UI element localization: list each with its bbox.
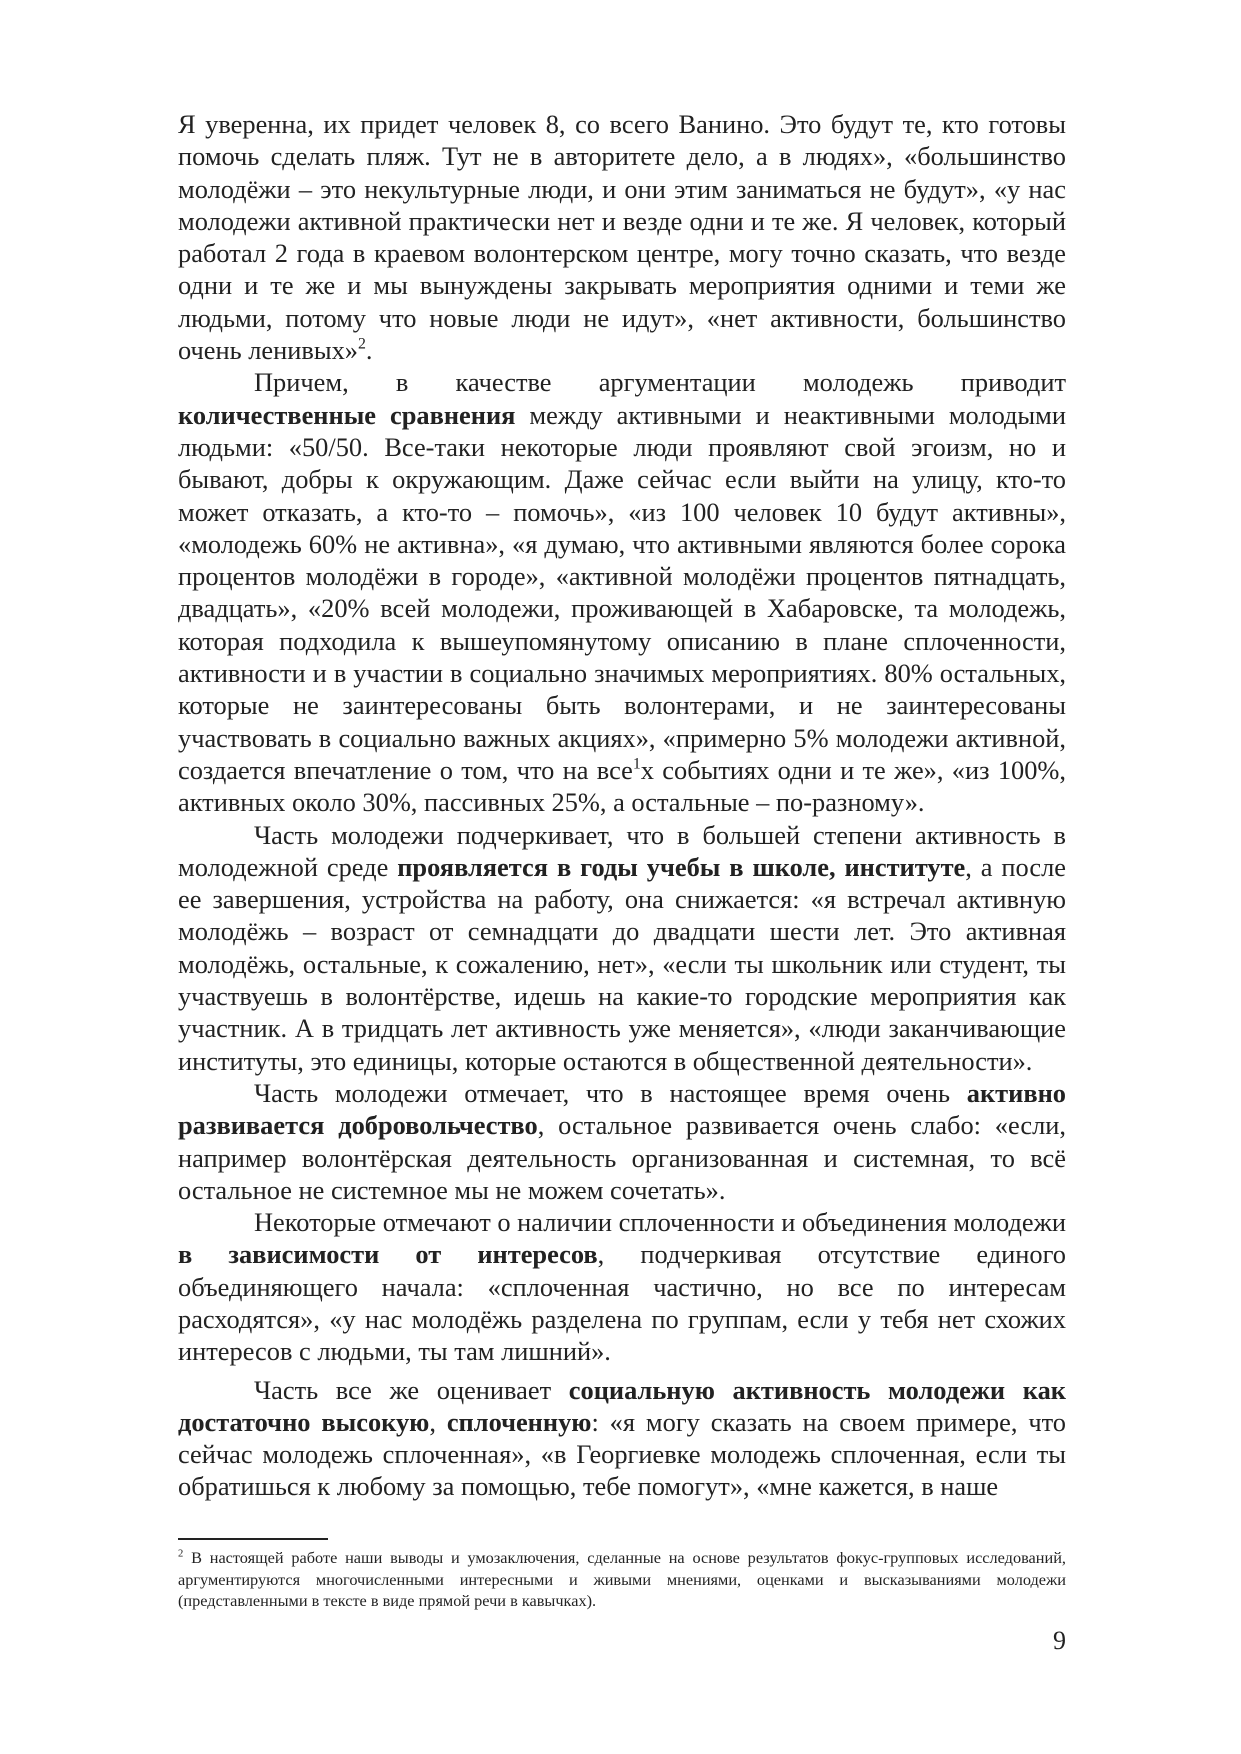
inline-superscript: 1 (632, 755, 641, 773)
paragraph-1 (178, 108, 1066, 366)
bold-phrase: количественные сравнения (178, 399, 516, 430)
bold-phrase: активно развивается добровольчество (178, 1077, 1066, 1141)
bold-phrase: проявляется в годы учебы в школе, институте (397, 851, 966, 882)
footnote-marker: 2 (178, 1548, 184, 1560)
paragraph-2 (178, 366, 1066, 818)
footnote-divider (178, 1538, 328, 1540)
text-segment: . (365, 335, 373, 366)
text-segment: , остальное развивается очень слабо: «если, например волонтёрская деятельность организованная и системная, то всё остальное не системное мы не можем сочетать». (178, 1110, 1066, 1205)
bold-phrase: в зависимости от интересов (178, 1239, 598, 1270)
text-segment: : «я могу сказать на своем примере, что сейчас молодежь сплоченная», «в Георгиевке молодежь сплоченная, если ты обратишься к любому за помощью, тебе помогут», «мне кажется, в наше (178, 1406, 1066, 1502)
paragraph-3 (178, 819, 1066, 1077)
bold-phrase: социальную активность молодежи как достаточно высокую (178, 1374, 1067, 1437)
text-segment: между активными и неактивными молодыми людьми: «50/50. Все-таки некоторые люди проявляют свой эгоизм, но и бывают, добры к окружающим. Даже сейчас если выйти на улицу, кто-то может отказать, а кто-то – помочь», «из 100 человек 10 будут активны», «молодежь 60% не активна», «я думаю, что активными являются более сорока процентов молодёжи в городе», «активной молодёжи процентов пятнадцать, двадцать», «20% всей молодежи, проживающей в Хабаровске, та молодежь, которая подходила к вышеупомянутому описанию в плане сплоченности, активности и в участии в социально значимых мероприятиях. 80% остальных, которые не заинтересованы быть волонтерами, и не заинтересованы участвовать в социально важных акциях», «примерно 5% молодежи активной, создается впечатление о том, что на все (178, 399, 1066, 785)
paragraph-6 (178, 1374, 1066, 1503)
text-segment: Причем, в качестве аргументации молодежь приводит (254, 367, 1066, 398)
text-segment: Часть все же оценивает (254, 1374, 569, 1405)
text-segment: , подчеркивая отсутствие единого объединяющего начала: «сплоченная частично, но все по интересам расходятся», «у нас молодёжь разделена по группам, если у тебя нет схожих интересов с людьми, ты там лишний». (178, 1239, 1066, 1367)
footnote (178, 1547, 1066, 1612)
page-number: 9 (1053, 1626, 1066, 1655)
paragraph-4 (178, 1077, 1066, 1206)
body-text (178, 108, 1066, 1503)
footnote-ref-2[interactable]: 2 (357, 335, 366, 353)
text-segment: Часть молодежи отмечает, что в настоящее время очень (254, 1077, 967, 1108)
bold-phrase: сплоченную (446, 1406, 592, 1437)
text-segment: , (429, 1406, 447, 1437)
text-segment: Некоторые отмечают о наличии сплоченности и объединения молодежи (254, 1207, 1066, 1238)
paragraph-5 (178, 1206, 1066, 1367)
text-segment: Я уверенна, их придет человек 8, со всего Ванино. Это будут те, кто готовы помочь сделать пляж. Тут не в авторитете дело, а в людях», «большинство молодёжи – это некультурные люди, и они этим заниматься не будут», «у нас молодежи активной практически нет и везде одни и те же. Я человек, который работал 2 года в краевом волонтерском центре, могу точно сказать, что везде одни и те же и мы вынуждены закрывать мероприятия одними и теми же людьми, потому что новые люди не идут», «нет активности, большинство очень ленивых» (178, 109, 1066, 366)
text-segment: х событиях одни и те же», «из 100%, активных около 30%, пассивных 25%, а остальные – по-разному». (178, 754, 1066, 818)
text-segment: , а после ее завершения, устройства на работу, она снижается: «я встречал активную молодёжь – возраст от семнадцати до двадцати шести лет. Это активная молодёжь, остальные, к сожалению, нет», «если ты школьник или студент, ты участвуешь в волонтёрстве, идешь на какие-то городские мероприятия как участник. А в тридцать лет активность уже меняется», «люди заканчивающие институты, это единицы, которые остаются в общественной деятельности». (178, 851, 1066, 1076)
footnote-text: В настоящей работе наши выводы и умозаключения, сделанные на основе результатов фокус-групповых исследований, аргументируются многочисленными интересными и живыми мнениями, оценками и высказываниями молодежи (представленными в тексте в виде прямой речи в кавычках). (178, 1548, 1066, 1610)
text-segment: Часть молодежи подчеркивает, что в большей степени активность в молодежной среде (178, 819, 1066, 882)
